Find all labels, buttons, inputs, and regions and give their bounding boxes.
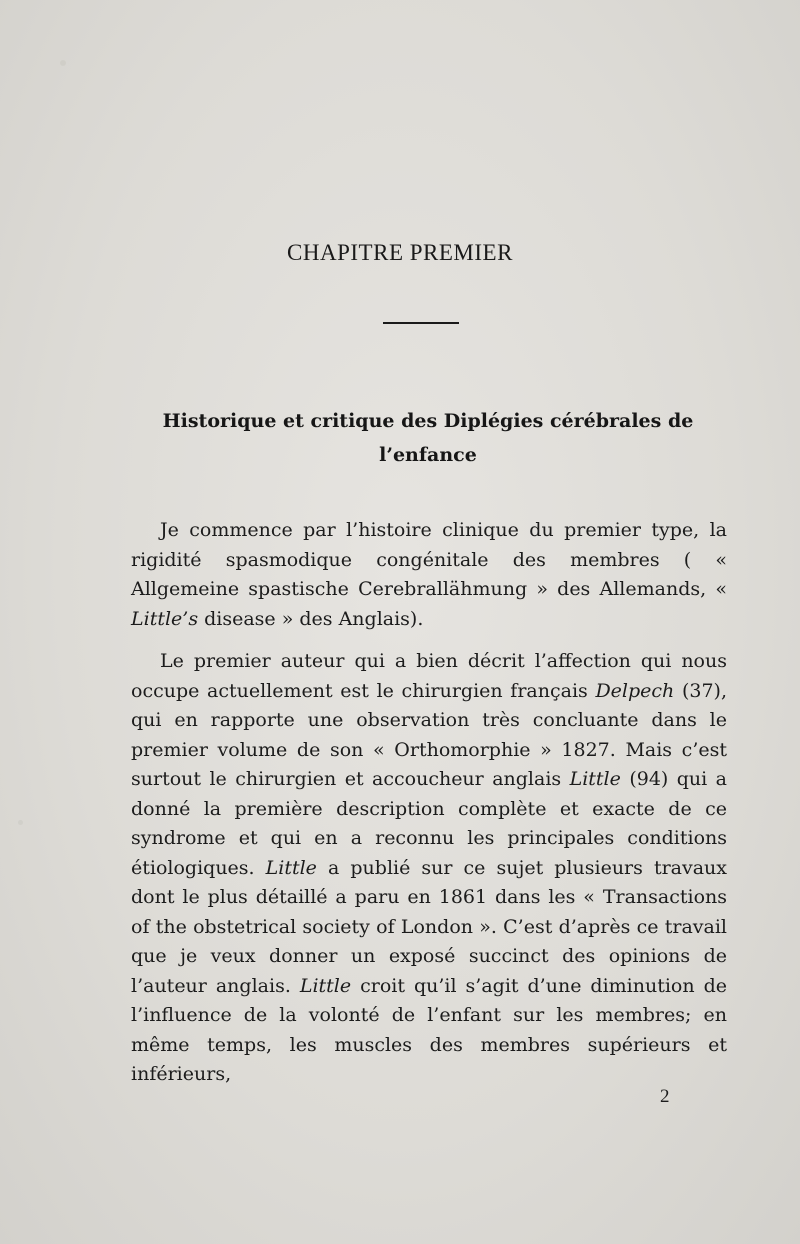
- page-number: 2: [660, 1086, 670, 1107]
- paragraph-2-text-d: a publié sur ce sujet plusieurs travaux dont le plus détaillé a paru en 1861 dans les « Transactions of the obstetrical society of London ». C’est d’après ce travail que je veux donner un exposé succinct des opinions de l’auteur anglais.: [131, 856, 727, 997]
- paragraph-2-text-e: croit qu’il s’agit d’une diminution de l’influence de la volonté de l’enfant sur les membres; en même temps, les muscles des membres supérieurs et inférieurs,: [131, 974, 727, 1085]
- paper-speck: [60, 60, 66, 66]
- paragraph-2-text-a: Le premier auteur qui a bien décrit l’affection qui nous occupe actuellement est le chirurgien français: [131, 650, 727, 702]
- title-rule: [383, 322, 459, 324]
- paragraph-2-text-b: (37), qui en rapporte une observation très concluante dans le premier volume de son « Orthomorphie » 1827. Mais c’est surtout le chirurgien et accoucheur anglais: [131, 679, 727, 790]
- paragraph-1-text-b: disease » des Anglais).: [198, 607, 424, 630]
- paper-speck: [18, 820, 23, 825]
- paragraph-1-italic-a: Little’s: [131, 607, 199, 630]
- paragraph-2-italic-b: Little: [569, 768, 621, 790]
- paragraph-2-text-c: (94) qui a donné la première description complète et exacte de ce syndrome et qui en a reconnu les principales conditions étiologiques.: [131, 768, 727, 879]
- section-title: Historique et critique des Diplégies cérébrales de l’enfance: [162, 410, 694, 466]
- paragraph-2-italic-c: Little: [265, 856, 317, 879]
- body-text: [131, 516, 727, 1090]
- paragraph-2-italic-a: Delpech: [595, 679, 675, 702]
- paragraph-1-text-a: Je commence par l’histoire clinique du premier type, la rigidité spasmodique congénitale des membres ( « Allgemeine spastische Cerebrallähmung » des Allemands, «: [131, 519, 727, 600]
- paragraph-2-italic-d: Little: [299, 974, 352, 997]
- paragraph-2: [131, 647, 727, 1090]
- paragraph-1: [131, 516, 727, 634]
- chapter-title: CHAPITRE PREMIER: [287, 240, 513, 265]
